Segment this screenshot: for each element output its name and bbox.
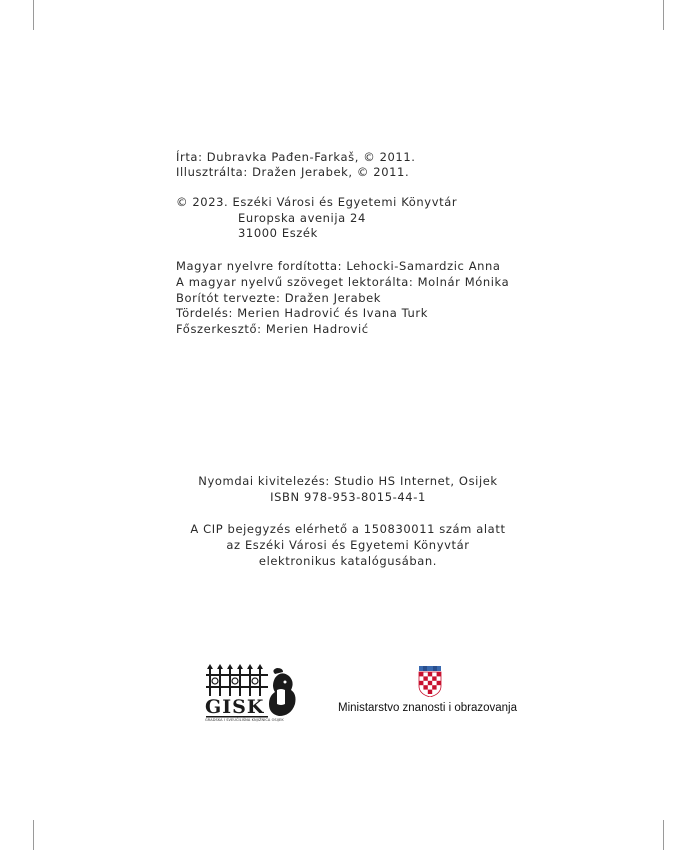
cip-line-2: az Eszéki Városi és Egyetemi Könyvtár [226,538,470,552]
croatian-coat-of-arms-icon [418,666,442,697]
isbn: ISBN 978-953-8015-44-1 [270,490,426,504]
copyright-line: © 2023. Eszéki Városi és Egyetemi Könyvtár [176,195,458,209]
address-city: 31000 Eszék [238,226,318,240]
crop-mark-top-right [663,0,664,30]
gisk-tagline: GRADSKA I SVEUČILIŠNA KNJIŽNICA OSIJEK [205,718,284,722]
ministry-name: Ministarstvo znanosti i obrazovanja [338,702,517,714]
cip-line-3: elektronikus katalógusában. [258,554,438,568]
translator-credit: Magyar nyelvre fordította: Lehocki-Samardzic Anna [176,259,501,273]
address-street: Europska avenija 24 [238,211,366,225]
proofreader-credit: A magyar nyelvű szöveget lektorálta: Molnár Mónika [176,275,510,289]
layout-credit: Tördelés: Merien Hadrović és Ivana Turk [176,306,428,320]
crop-mark-top-left [33,0,34,30]
gisk-wordmark: GISK [205,696,265,718]
cover-credit: Borítót tervezte: Dražen Jerabek [176,291,382,305]
printer-credit: Nyomdai kivitelezés: Studio HS Internet, Osijek [198,474,498,488]
illustrator-credit: Illusztrálta: Dražen Jerabek, © 2011. [176,165,410,179]
author-credit: Írta: Dubravka Pađen-Farkaš, © 2011. [176,150,416,164]
editor-credit: Főszerkesztő: Merien Hadrović [176,322,369,336]
cip-line-1: A CIP bejegyzés elérhető a 150830011 szám alatt [190,522,506,536]
crop-mark-bottom-right [663,820,664,850]
gisk-logo [205,664,301,726]
crop-mark-bottom-left [33,820,34,850]
